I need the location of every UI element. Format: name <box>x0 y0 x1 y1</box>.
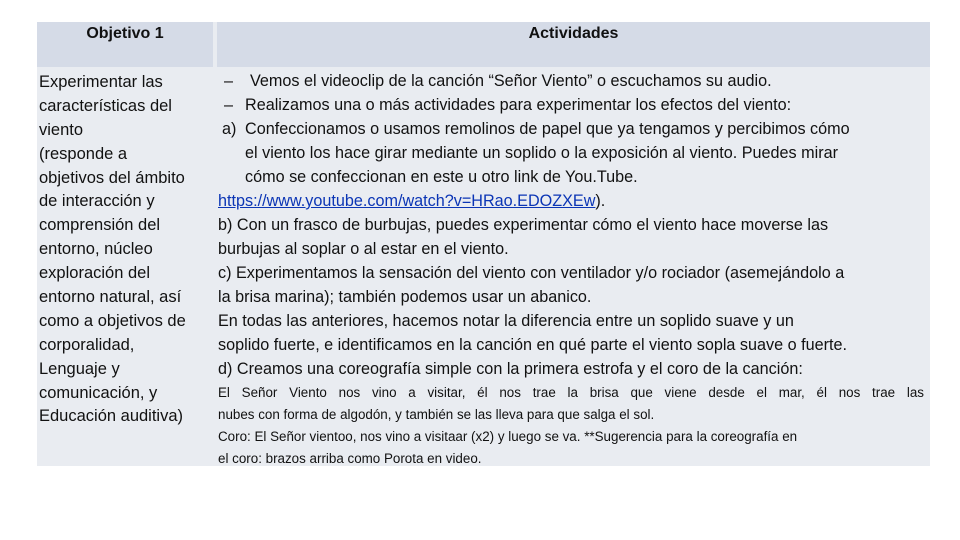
activity-text: el viento los hace girar mediante un soplido o la exposición al viento. Puedes mirar <box>245 144 838 162</box>
list-marker: a) <box>222 120 237 138</box>
objective-line: objetivos del ámbito <box>39 168 185 187</box>
activity-text: b) Con un frasco de burbujas, puedes experimentar cómo el viento hace moverse las <box>218 216 829 234</box>
activity-text: soplido fuerte, e identificamos en la canción en qué parte el viento sopla suave o fuerte. <box>218 336 848 354</box>
objective-line: Lenguaje y <box>39 359 120 378</box>
objective-line: viento <box>39 120 84 139</box>
activity-text: Confeccionamos o usamos remolinos de papel que ya tengamos y percibimos cómo <box>245 120 850 138</box>
objective-line: corporalidad, <box>39 335 135 354</box>
activity-text: la brisa marina); también podemos usar un abanico. <box>218 288 592 306</box>
objective-line: entorno, núcleo <box>39 240 153 259</box>
lyrics-text: El Señor Viento nos vino a visitar, él nos trae la brisa que viene desde el mar, él nos trae las <box>218 385 924 400</box>
objective-line: como a objetivos de <box>39 311 186 330</box>
activity-text: c) Experimentamos la sensación del viento con ventilador y/o rociador (asemejándolo a <box>218 264 845 282</box>
objective-line: (responde a <box>39 144 128 163</box>
objective-cell <box>39 71 211 429</box>
objective-line: exploración del <box>39 264 150 283</box>
objective-line: Educación auditiva) <box>39 407 184 426</box>
activity-text: d) Creamos una coreografía simple con la primera estrofa y el coro de la canción: <box>218 360 803 378</box>
lyrics-text: el coro: brazos arriba como Porota en video. <box>218 451 482 466</box>
header-cell-objetivo <box>37 22 213 67</box>
objective-line: de interacción y <box>39 192 155 211</box>
objective-line: comunicación, y <box>39 383 158 402</box>
activity-text: Realizamos una o más actividades para experimentar los efectos del viento: <box>245 96 792 114</box>
objective-line: entorno natural, así <box>39 288 182 307</box>
header-actividades-label: Actividades <box>528 25 619 42</box>
link-suffix: ). <box>595 192 606 210</box>
youtube-link[interactable]: https://www.youtube.com/watch?v=HRao.EDOZXEw <box>218 192 596 210</box>
objective-line: características del <box>39 96 172 115</box>
objective-line: comprensión del <box>39 216 161 235</box>
lyrics-text: nubes con forma de algodón, y también se las lleva para que salga el sol. <box>218 407 655 422</box>
objective-line: Experimentar las <box>39 73 163 91</box>
dash-marker: – <box>224 72 234 90</box>
lyrics-text: Coro: El Señor vientoo, nos vino a visitaar (x2) y luego se va. **Sugerencia para la coreografía en <box>218 429 798 444</box>
activity-text: Vemos el videoclip de la canción “Señor Viento” o escuchamos su audio. <box>250 72 772 90</box>
dash-marker: – <box>224 96 234 114</box>
activity-text: cómo se confeccionan en este u otro link de You.Tube. <box>245 168 638 186</box>
header-cell-actividades <box>217 22 930 67</box>
objectives-table <box>37 22 930 466</box>
activity-text: burbujas al soplar o al estar en el viento. <box>218 240 509 258</box>
header-objetivo-label: Objetivo 1 <box>86 25 164 42</box>
activity-text: En todas las anteriores, hacemos notar la diferencia entre un soplido suave y un <box>218 312 794 330</box>
